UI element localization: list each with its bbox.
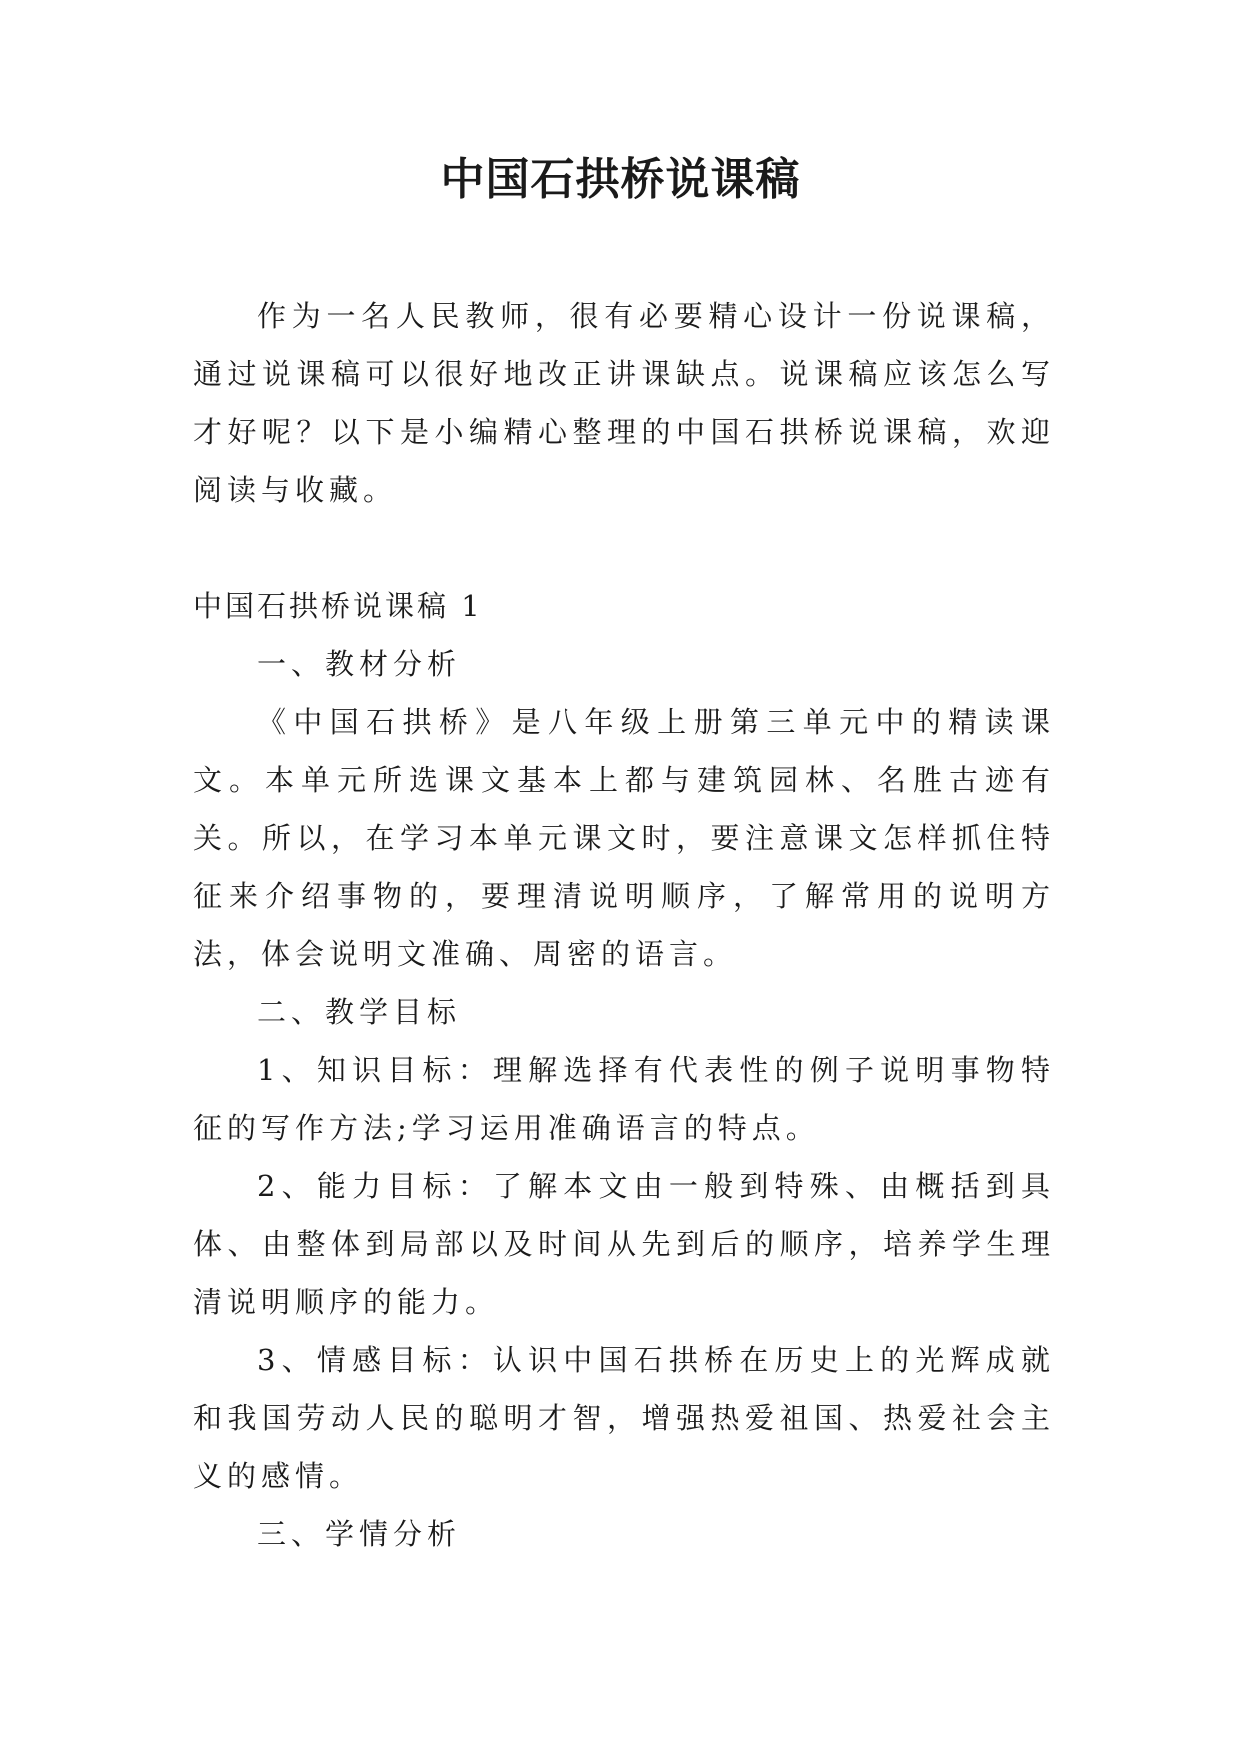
goal-ability-paragraph: 2、能力目标：了解本文由一般到特殊、由概括到具体、由整体到局部以及时间从先到后的顺序，培养学生理清说明顺序的能力。 (193, 1169, 1055, 1319)
intro-paragraph: 作为一名人民教师，很有必要精心设计一份说课稿，通过说课稿可以很好地改正讲课缺点。说课稿应该怎么写才好呢？以下是小编精心整理的中国石拱桥说课稿，欢迎阅读与收藏。 (193, 299, 1055, 507)
section-heading: 中国石拱桥说课稿 1 (193, 589, 483, 623)
heading-student-analysis: 三、学情分析 (257, 1517, 462, 1551)
document-body (193, 287, 1055, 1563)
goal-emotion-paragraph: 3、情感目标：认识中国石拱桥在历史上的光辉成就和我国劳动人民的聪明才智，增强热爱祖国、热爱社会主义的感情。 (193, 1343, 1055, 1493)
document-title: 中国石拱桥说课稿 (440, 154, 801, 205)
goal-knowledge-paragraph: 1、知识目标：理解选择有代表性的例子说明事物特征的写作方法;学习运用准确语言的特点。 (193, 1053, 1055, 1145)
textbook-analysis-paragraph: 《中国石拱桥》是八年级上册第三单元中的精读课文。本单元所选课文基本上都与建筑园林、名胜古迹有关。所以，在学习本单元课文时，要注意课文怎样抓住特征来介绍事物的，要理清说明顺序，了解常用的说明方法，体会说明文准确、周密的语言。 (193, 705, 1055, 971)
heading-teaching-goals: 二、教学目标 (257, 995, 462, 1029)
heading-textbook-analysis: 一、教材分析 (257, 647, 462, 681)
